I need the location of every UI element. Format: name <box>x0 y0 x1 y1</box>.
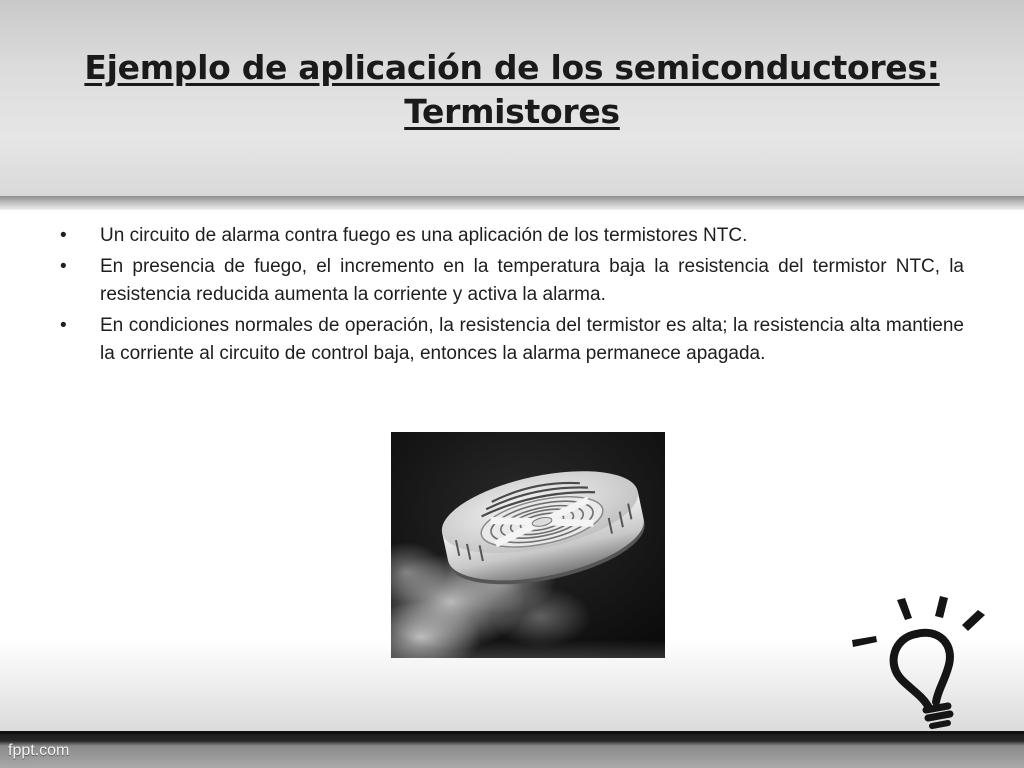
bullet-item <box>60 253 964 309</box>
bullet-item <box>60 222 964 250</box>
lightbulb-icon <box>842 592 1018 734</box>
bullet-item <box>60 312 964 368</box>
footer-brand: fppt.com <box>8 742 70 759</box>
bullet-symbol: • <box>60 256 67 277</box>
smoke-detector-illustration <box>391 432 665 658</box>
bullet-symbol: • <box>60 315 67 336</box>
bullet-list <box>60 222 964 371</box>
title-band-divider <box>0 196 1024 210</box>
bullet-text: En presencia de fuego, el incremento en la temperatura baja la resistencia del termistor NTC, la resistencia reducida aumenta la corriente y activa la alarma. <box>100 256 964 305</box>
smoke-detector-photo <box>391 432 665 658</box>
bullet-text: Un circuito de alarma contra fuego es una aplicación de los termistores NTC. <box>100 225 748 246</box>
footer-bar <box>0 734 1024 768</box>
slide-title: Ejemplo de aplicación de los semiconductores: Termistores <box>84 48 940 131</box>
bullet-text: En condiciones normales de operación, la resistencia del termistor es alta; la resistencia alta mantiene la corriente al circuito de control baja, entonces la alarma permanece apagada. <box>100 315 964 364</box>
bullet-symbol: • <box>60 225 67 246</box>
